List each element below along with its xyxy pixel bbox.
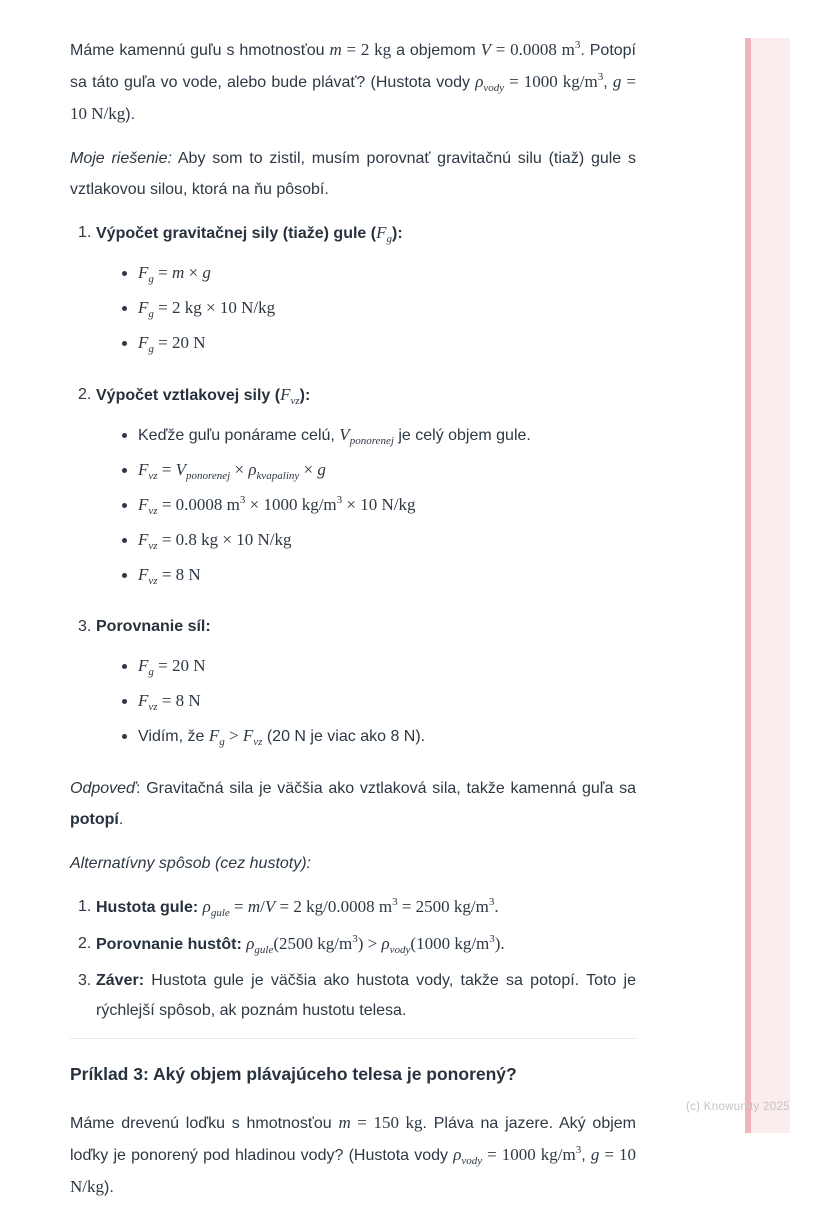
text-run: $\rho_{vody}$ bbox=[453, 1145, 483, 1167]
bullet-item bbox=[96, 654, 636, 679]
text-run: = 20 N bbox=[153, 333, 206, 352]
text-run: je celý objem gule. bbox=[393, 427, 531, 444]
bullet-list bbox=[96, 423, 636, 588]
text-run: / bbox=[260, 897, 265, 916]
text-run: ) > bbox=[357, 934, 382, 953]
text-run: = 0.0008 $m^3$ bbox=[157, 494, 246, 514]
text-run: $V_{ponorenej}$ bbox=[175, 460, 231, 482]
text-run: $F_{vz}$ bbox=[138, 691, 158, 713]
text-run: . Pláva na jazere. Aký objem loďky je ponorený pod hladinou vody? (Hustota vody bbox=[70, 1115, 637, 1164]
bullet-item bbox=[96, 724, 636, 749]
text-run: (1000 $kg/m^3$ bbox=[410, 933, 495, 953]
bullet-item bbox=[96, 528, 636, 553]
text-run: Keďže guľu ponárame celú, bbox=[138, 427, 340, 444]
numbered-list bbox=[70, 892, 636, 1026]
text-run: $\rho_{vody}$ bbox=[475, 72, 505, 94]
text-run: = 8 N bbox=[157, 565, 201, 584]
text-run: $F_g$ bbox=[138, 298, 154, 320]
list-item-body bbox=[96, 929, 636, 960]
text-run: ). bbox=[104, 1179, 114, 1196]
text-run: Máme kamennú guľu s hmotnosťou bbox=[70, 42, 330, 59]
text-run: g bbox=[590, 1145, 600, 1164]
text-run: g bbox=[612, 72, 622, 91]
text-run: Alternatívny spôsob (cez hustoty): bbox=[70, 855, 311, 872]
bullet-item bbox=[96, 331, 636, 356]
text-run: Odpoveď bbox=[70, 780, 137, 797]
text-run: $F_g$ bbox=[138, 333, 154, 355]
text-run: × 1000 $kg/m^3$ bbox=[245, 494, 343, 514]
text-run: = 1000 $kg/m^3$ bbox=[482, 1144, 582, 1164]
bullet-item bbox=[96, 261, 636, 286]
text-run: × 10 N/kg bbox=[342, 495, 416, 514]
text-run: V bbox=[480, 40, 492, 59]
list-number: 3. bbox=[78, 972, 92, 989]
text-run: $F_{vz}$ bbox=[138, 530, 158, 552]
paragraph bbox=[70, 143, 636, 205]
text-run: = 2 kg/0.0008 $m^3$ bbox=[275, 896, 398, 916]
text-run: = 0.0008 $m^3$ bbox=[491, 39, 581, 59]
bullet-list bbox=[96, 654, 636, 749]
text-run: $\rho_{kvapaliny}$ bbox=[248, 460, 300, 482]
list-item-body bbox=[96, 218, 636, 366]
list-item bbox=[70, 380, 636, 598]
text-run: = 2500 $kg/m^3$ bbox=[397, 896, 495, 916]
text-run: = bbox=[157, 460, 176, 479]
text-run: g bbox=[317, 460, 326, 479]
bullet-item bbox=[96, 563, 636, 588]
text-run: m bbox=[338, 1113, 351, 1132]
text-run: = 150 kg bbox=[350, 1113, 423, 1132]
list-number: 1. bbox=[78, 224, 92, 241]
text-run: Výpočet gravitačnej sily (tiaže) gule ( bbox=[96, 225, 377, 242]
text-run: a objemom bbox=[391, 42, 481, 59]
list-item-body bbox=[96, 380, 636, 598]
list-item-text bbox=[96, 892, 636, 923]
text-run: (20 N je viac ako 8 N). bbox=[262, 728, 426, 745]
list-item bbox=[70, 612, 636, 759]
text-run: Porovnanie hustôt: bbox=[96, 936, 247, 953]
text-run: = 2 kg × 10 N/kg bbox=[153, 298, 276, 317]
list-item-body bbox=[96, 892, 636, 923]
paragraph bbox=[70, 848, 636, 879]
list-number: 3. bbox=[78, 618, 92, 635]
text-run: = 20 N bbox=[153, 656, 206, 675]
text-run: = bbox=[153, 263, 172, 282]
list-item-text bbox=[96, 218, 636, 249]
text-run: g bbox=[202, 263, 211, 282]
text-run: $F_g$ bbox=[138, 263, 154, 285]
text-run: Výpočet vztlakovej sily ( bbox=[96, 387, 281, 404]
text-run: $F_{vz}$ bbox=[242, 726, 263, 748]
text-run: $\rho_{gule}$ bbox=[202, 897, 230, 919]
text-run: $\rho_{gule}$ bbox=[246, 934, 274, 956]
paragraph bbox=[70, 1107, 636, 1203]
numbered-list bbox=[70, 218, 636, 759]
text-run: Hustota gule: bbox=[96, 899, 203, 916]
watermark: (c) Knowunity 2025 bbox=[686, 1101, 790, 1113]
text-run: m bbox=[329, 40, 342, 59]
text-run: Hustota gule je väčšia ako hustota vody, takže sa potopí. Toto je rýchlejší spôsob, ak poznám hustotu telesa. bbox=[96, 972, 637, 1019]
text-run: Máme drevenú loďku s hmotnosťou bbox=[70, 1115, 339, 1132]
text-run: Aby som to zistil, musím porovnať gravitačnú silu (tiaž) gule s vztlakovou silou, ktorá na ňu pôsobí. bbox=[70, 150, 636, 198]
text-run: . bbox=[494, 897, 499, 916]
list-item-body bbox=[96, 966, 636, 1026]
text-run: = 2 kg bbox=[341, 40, 392, 59]
list-item bbox=[70, 966, 636, 1026]
bullet-item bbox=[96, 689, 636, 714]
text-run: $V_{ponorenej}$ bbox=[339, 425, 394, 447]
bullet-item bbox=[96, 493, 636, 518]
text-run: , bbox=[603, 74, 613, 91]
text-run: m bbox=[247, 897, 261, 916]
text-run: (2500 $kg/m^3$ bbox=[273, 933, 358, 953]
bullet-item bbox=[96, 458, 636, 483]
list-item bbox=[70, 218, 636, 366]
section-heading bbox=[70, 1061, 636, 1087]
text-run: $F_{vz}$ bbox=[280, 385, 300, 407]
text-run: $F_{vz}$ bbox=[138, 460, 158, 482]
list-item-text bbox=[96, 929, 636, 960]
text-run: > bbox=[224, 726, 243, 745]
section-divider bbox=[70, 1038, 636, 1039]
text-run: ). bbox=[494, 934, 505, 953]
text-run: ): bbox=[391, 225, 403, 242]
text-run: Porovnanie síl: bbox=[96, 618, 211, 635]
paragraph bbox=[70, 34, 636, 130]
text-run: $F_g$ bbox=[138, 656, 154, 678]
stripe-accent-line bbox=[745, 38, 751, 1133]
text-run: ). bbox=[125, 106, 136, 123]
list-item-text bbox=[96, 966, 636, 1026]
bullet-item bbox=[96, 423, 636, 448]
text-run: × bbox=[230, 460, 249, 479]
text-run: Príklad 3: Aký objem plávajúceho telesa je ponorený? bbox=[70, 1064, 517, 1084]
text-run: $F_{vz}$ bbox=[138, 565, 158, 587]
bullet-list bbox=[96, 261, 636, 356]
document-body bbox=[70, 34, 636, 1216]
text-run: = 0.8 kg × 10 N/kg bbox=[157, 530, 292, 549]
text-run: $F_{vz}$ bbox=[138, 495, 158, 517]
text-run: = bbox=[229, 897, 248, 916]
text-run: V bbox=[264, 897, 276, 916]
text-run: = 8 N bbox=[157, 691, 201, 710]
text-run: Záver: bbox=[96, 972, 152, 989]
text-run: = 10 N/kg bbox=[70, 72, 636, 123]
text-run: $F_g$ bbox=[376, 223, 392, 245]
text-run: × bbox=[184, 263, 203, 282]
paragraph bbox=[70, 773, 636, 835]
text-run: × bbox=[299, 460, 318, 479]
text-run: . Potopí sa táto guľa vo vode, alebo bude plávať? (Hustota vody bbox=[70, 42, 637, 91]
list-item-text bbox=[96, 380, 636, 411]
list-number: 2. bbox=[78, 386, 92, 403]
text-run: . bbox=[118, 811, 124, 828]
text-run: $\rho_{vody}$ bbox=[381, 934, 411, 956]
text-run: , bbox=[581, 1147, 591, 1164]
text-run: m bbox=[171, 263, 185, 282]
text-run: ): bbox=[299, 387, 311, 404]
highlight-stripe bbox=[745, 38, 790, 1133]
list-item bbox=[70, 929, 636, 960]
list-number: 1. bbox=[78, 898, 92, 915]
text-run: Moje riešenie: bbox=[70, 150, 172, 167]
list-item-text bbox=[96, 612, 636, 642]
text-run: $F_g$ bbox=[208, 726, 225, 748]
text-run: = 1000 $kg/m^3$ bbox=[504, 71, 604, 91]
list-item bbox=[70, 892, 636, 923]
text-run: Vidím, že bbox=[138, 728, 209, 745]
bullet-item bbox=[96, 296, 636, 321]
text-run: = 10 N/kg bbox=[70, 1145, 636, 1196]
text-run: potopí bbox=[70, 811, 119, 828]
text-run: : Gravitačná sila je väčšia ako vztlaková sila, takže kamenná guľa sa bbox=[136, 780, 636, 797]
list-item-body bbox=[96, 612, 636, 759]
list-number: 2. bbox=[78, 935, 92, 952]
